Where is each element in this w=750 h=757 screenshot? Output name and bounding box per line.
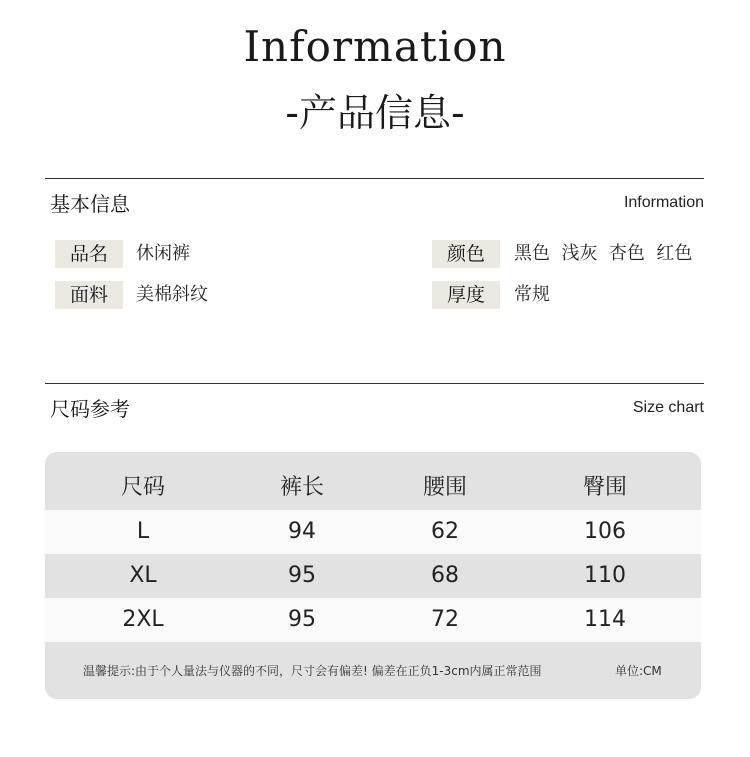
size-chart-subtitle: Size chart bbox=[632, 399, 704, 416]
table-header-cell: 尺码 bbox=[120, 475, 166, 500]
table-header-cell: 裤长 bbox=[279, 475, 325, 500]
table-cell: 106 bbox=[584, 519, 626, 544]
field-value-color: 黑色 浅灰 杏色 红色 bbox=[514, 243, 693, 264]
table-header-cell: 腰围 bbox=[422, 475, 468, 500]
table-row bbox=[45, 554, 701, 598]
table-cell: 62 bbox=[431, 519, 459, 544]
table-cell: XL bbox=[129, 563, 157, 588]
section-divider bbox=[45, 383, 704, 384]
table-row bbox=[45, 510, 701, 554]
field-label-fabric: 面料 bbox=[55, 281, 123, 309]
table-cell: 95 bbox=[288, 563, 316, 588]
field-value-thickness: 常规 bbox=[514, 284, 550, 305]
table-cell: 72 bbox=[431, 607, 459, 632]
section-divider bbox=[45, 178, 704, 179]
page-title-cn: -产品信息- bbox=[285, 91, 465, 135]
table-cell: L bbox=[136, 519, 150, 544]
basic-info-title: 基本信息 bbox=[50, 192, 130, 216]
field-label-name: 品名 bbox=[55, 240, 123, 268]
field-label-color: 颜色 bbox=[432, 240, 500, 268]
table-cell: 68 bbox=[431, 563, 459, 588]
size-chart-title: 尺码参考 bbox=[50, 397, 130, 421]
table-cell: 114 bbox=[584, 607, 626, 632]
field-value-name: 休闲裤 bbox=[136, 243, 190, 264]
table-cell: 95 bbox=[288, 607, 316, 632]
table-header-row bbox=[45, 466, 701, 510]
field-label-thickness: 厚度 bbox=[432, 281, 500, 309]
size-unit: 单位:CM bbox=[615, 664, 662, 678]
basic-info-subtitle: Information bbox=[623, 194, 704, 211]
table-cell: 2XL bbox=[122, 607, 164, 632]
size-note: 温馨提示:由于个人量法与仪器的不同，尺寸会有偏差! 偏差在正负1-3cm内属正常范围 bbox=[83, 664, 542, 678]
table-row bbox=[45, 598, 701, 642]
table-cell: 94 bbox=[288, 519, 316, 544]
table-header-cell: 臀围 bbox=[582, 475, 628, 500]
field-value-fabric: 美棉斜纹 bbox=[136, 284, 208, 305]
page-title-en: Information bbox=[243, 22, 507, 71]
size-table bbox=[45, 452, 701, 699]
table-cell: 110 bbox=[584, 563, 626, 588]
